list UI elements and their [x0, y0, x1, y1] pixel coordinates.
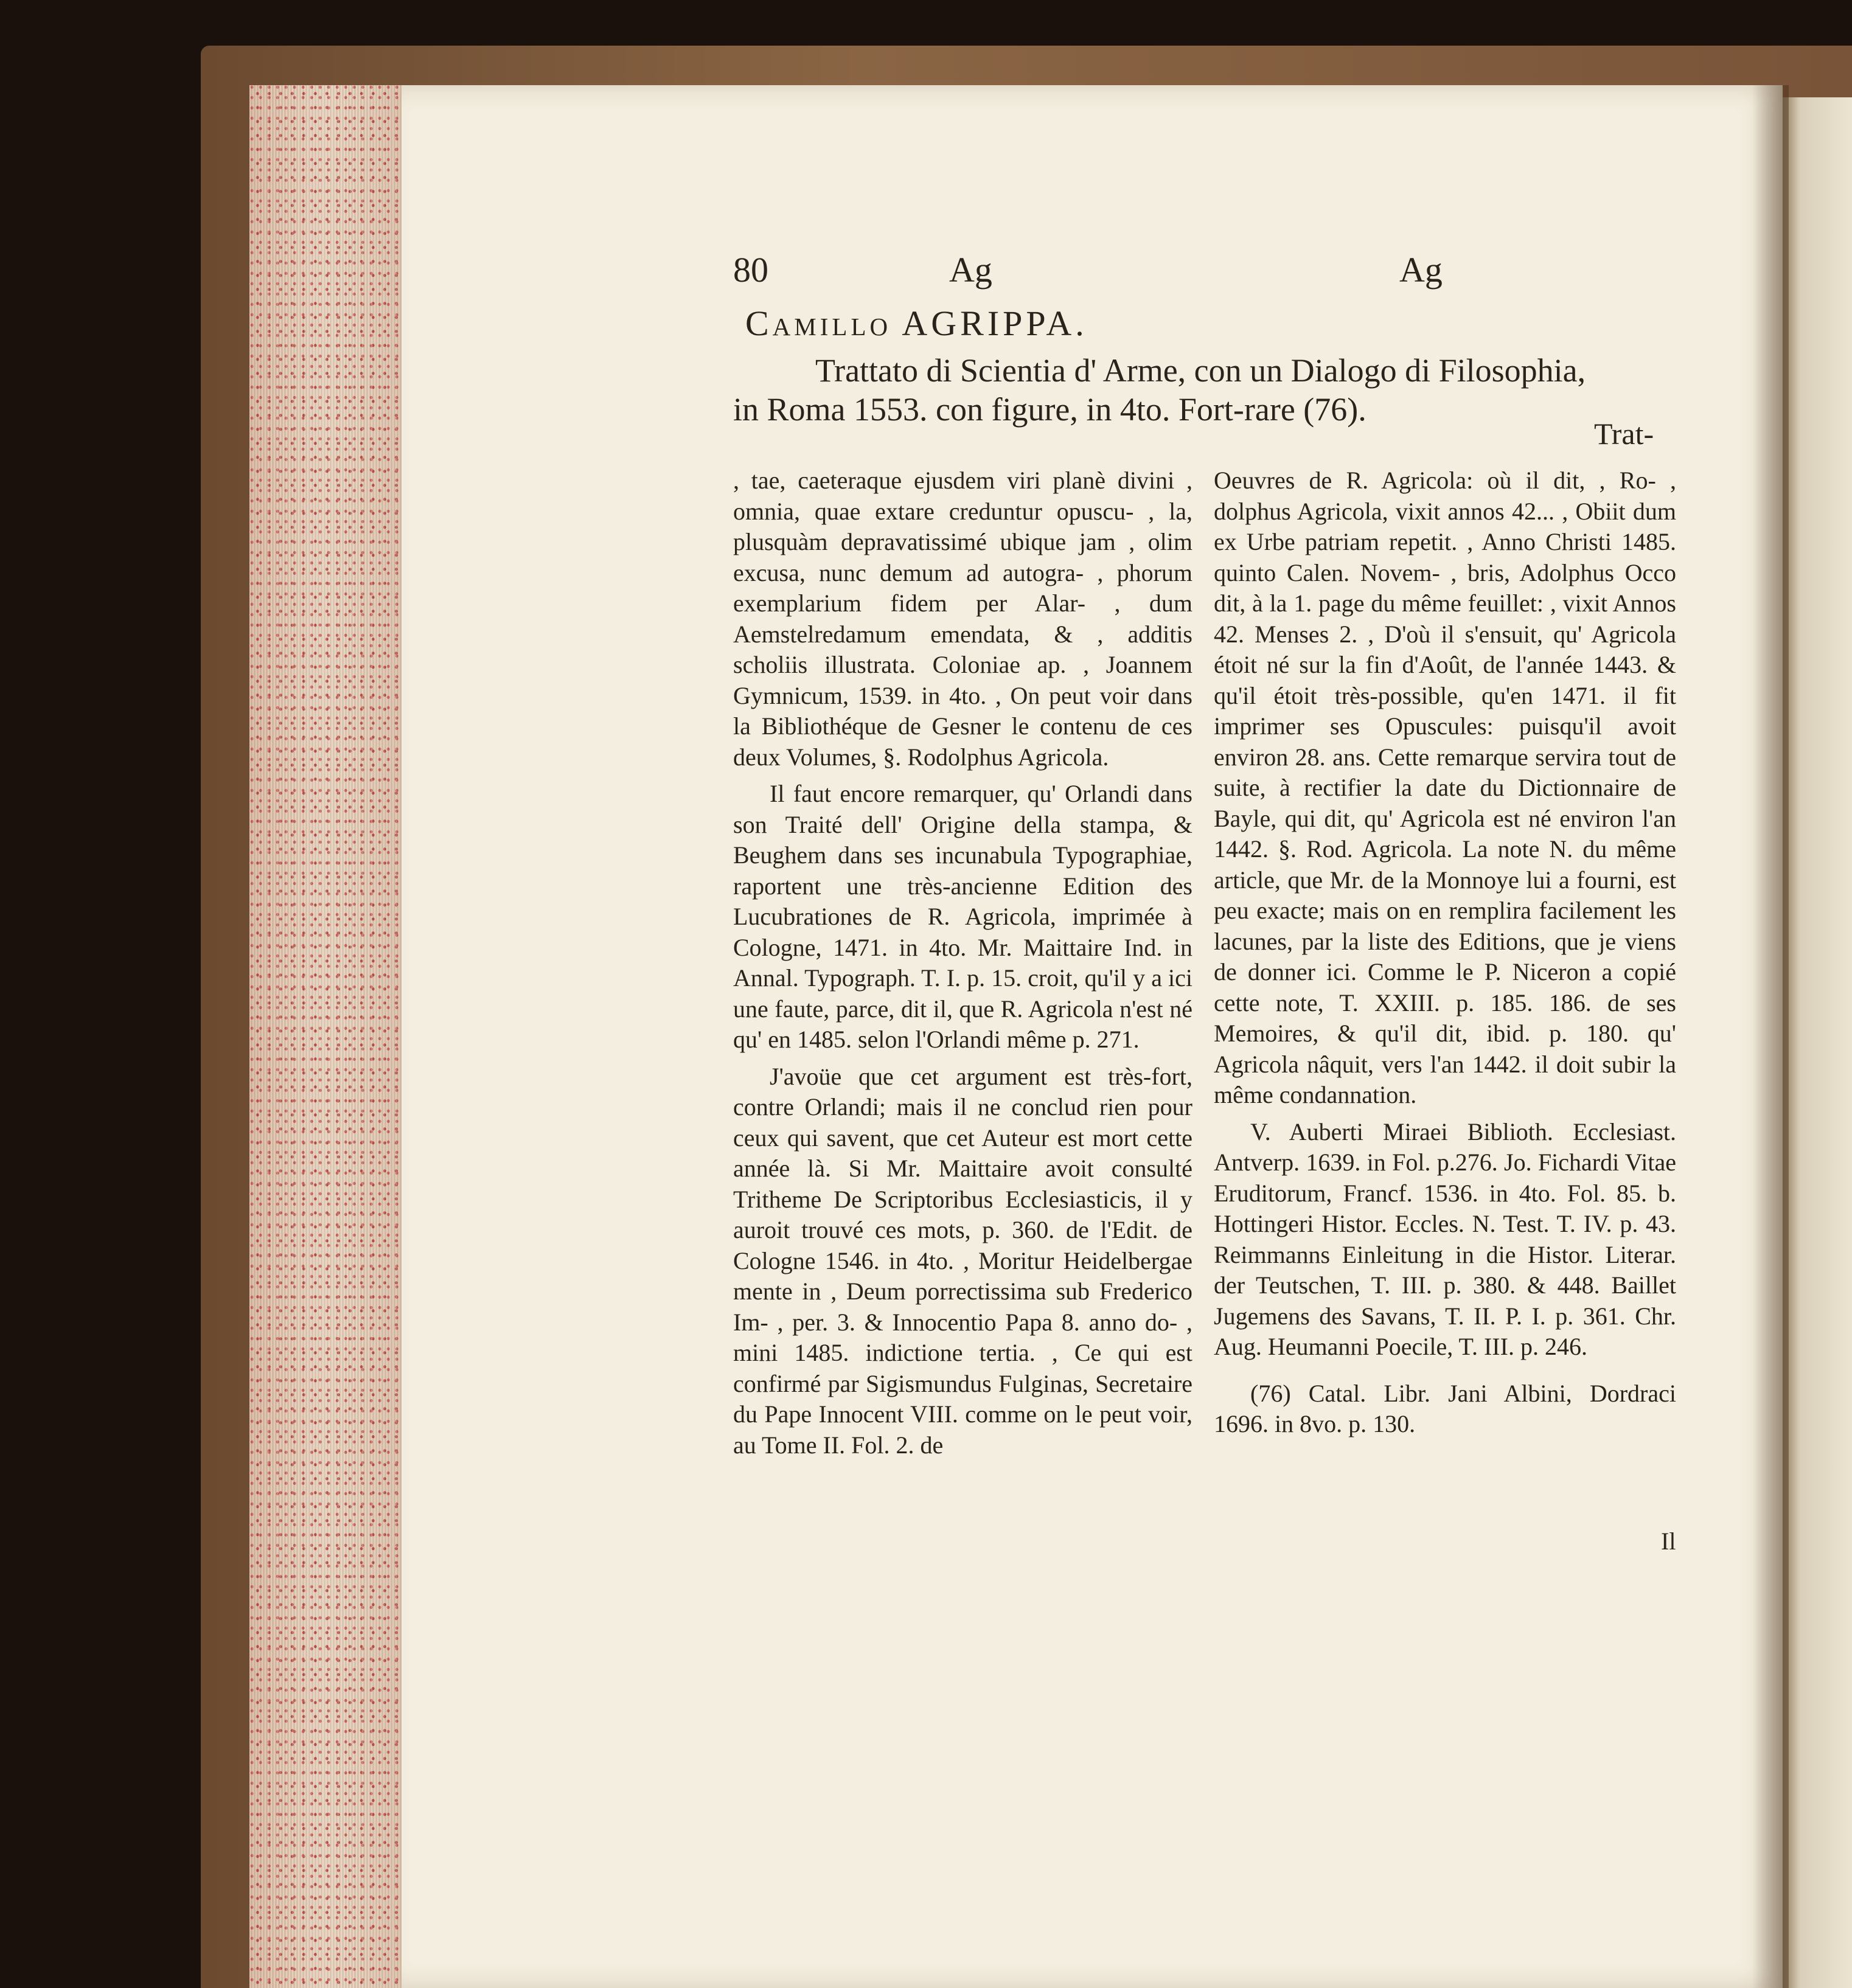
running-head-right: Ag	[1399, 250, 1443, 290]
left-paragraph-3: J'avoüe que cet argument est très-fort, contre Orlandi; mais il ne conclud rien pour ceux qui savent, que cet Auteur est mort cette année là. Si Mr. Maittaire avoit consulté Tritheme De Scriptoribus Ecclesiasticis, il y auroit trouvé ces mots, p. 360. de l'Edit. de Cologne 1546. in 4to. , Moritur Heidelbergae mente in , Deum porrectissima sub Frederico Im- , per. 3. & Innocentio Papa 8. anno do- , mini 1485. indictione tertia. , Ce qui est confirmé par Sigismundus Fulginas, Secretaire du Pape Innocent VIII. comme on le peut voir, au Tome II. Fol. 2. de	[733, 1062, 1192, 1459]
entry-line-1: Trattato di Scientia d' Arme, con un Dialogo di Filosophia,	[815, 352, 1586, 389]
right-paragraph-2: V. Auberti Miraei Biblioth. Ecclesiast. Antverp. 1639. in Fol. p.276. Jo. Fichardi Vitae Eruditorum, Francf. 1536. in 4to. Fol. 85. b. Hottingeri Histor. Eccles. N. Test. T. IV. p. 43. Reimmanns Einleitung in die Histor. Literar. der Teutschen, T. III. p. 380. & 448. Baillet Jugemens des Savans, T. II. P. I. p. 361. Chr. Aug. Heumanni Poecile, T. III. p. 246.	[1214, 1117, 1676, 1360]
next-page-edge	[1783, 97, 1852, 1988]
right-column	[1214, 465, 1676, 1440]
left-paragraph-2: Il faut encore remarquer, qu' Orlandi dans son Traité dell' Origine della stampa, & Beughem dans ses incunabula Typographiae, raportent une très-ancienne Edition des Lucubrationes de R. Agricola, imprimée à Cologne, 1471. in 4to. Mr. Maittaire Ind. in Annal. Typograph. T. I. p. 15. croit, qu'il y a ici une faute, parce, dit il, que R. Agricola n'est né qu' en 1485. selon l'Orlandi même p. 271.	[733, 780, 1192, 1053]
page-edges	[249, 85, 402, 1988]
gutter-shadow	[1752, 85, 1789, 1988]
catchword-top: Trat-	[1594, 417, 1654, 451]
footnote-76: (76) Catal. Libr. Jani Albini, Dordraci 1696. in 8vo. p. 130.	[1214, 1379, 1676, 1437]
left-paragraph-1: , tae, caeteraque ejusdem viri planè divini , omnia, quae extare creduntur opuscu- , la, plusquàm depravatissimé ubique jam , olim excusa, nunc demum ad autogra- , phorum exemplarium fidem per Alar- , dum Aemstelredamum emendata, & , additis scholiis illustrata. Coloniae ap. , Joannem Gymnicum, 1539. in 4to. , On peut voir dans la Bibliothéque de Gesner le contenu de ces deux Volumes, §. Rodolphus Agricola.	[733, 467, 1192, 771]
left-column	[733, 465, 1192, 1461]
running-head-left: Ag	[949, 250, 992, 290]
catchword-bottom: Il	[1661, 1527, 1676, 1555]
right-paragraph-1: Oeuvres de R. Agricola: où il dit, , Ro- , dolphus Agricola, vixit annos 42... , Obiit dum ex Urbe patriam repetit. , Anno Christi 1485. quinto Calen. Novem- , bris, Adolphus Occo dit, à la 1. page du même feuillet: , vixit Annos 42. Menses 2. , D'où il s'ensuit, qu' Agricola étoit né sur la fin d'Août, de l'année 1443. & qu'il étoit très-possible, qu'en 1471. il fit imprimer ses Opuscules: puisqu'il avoit environ 28. ans. Cette remarque servira tout de suite, à rectifier la date du Dictionnaire de Bayle, qui dit, qu' Agricola est né environ l'an 1442. §. Rod. Agricola. La note N. du même article, que Mr. de la Monnoye lui a fourni, est peu exacte; mais on en remplira facilement les lacunes, par la liste des Editions, que je viens de donner ici. Comme le P. Niceron a copié cette note, T. XXIII. p. 185. 186. de ses Memoires, & qu'il dit, ibid. p. 180. qu' Agricola nâquit, vers l'an 1442. il doit subir la même condannation.	[1214, 467, 1676, 1108]
page-number: 80	[733, 250, 768, 290]
entry-line-2: in Roma 1553. con figure, in 4to. Fort-rare (76).	[733, 391, 1366, 428]
entry-title: Camillo AGRIPPA.	[745, 304, 1088, 343]
